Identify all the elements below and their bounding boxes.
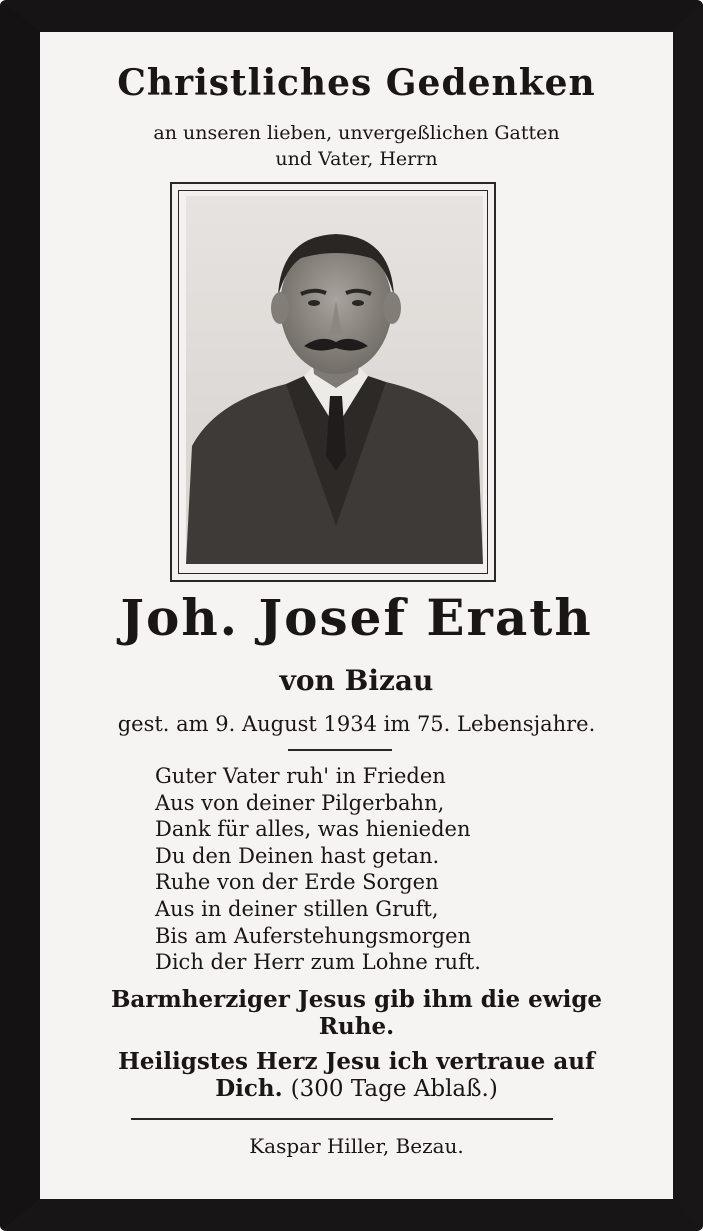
long-divider xyxy=(131,1118,553,1120)
prayer-sacred-heart-line-1: Heiligstes Herz Jesu ich vertraue auf xyxy=(118,1048,595,1075)
prayer-mercy xyxy=(40,986,673,1040)
death-line: gest. am 9. August 1934 im 75. Lebensjahre. xyxy=(117,712,596,736)
poem-line: Bis am Auferstehungsmorgen xyxy=(155,923,472,948)
prayer-mercy-line-1: Barmherziger Jesus gib ihm die ewige xyxy=(110,986,603,1013)
prayer-sacred-heart-word: Dich. xyxy=(215,1075,283,1102)
poem-line: Guter Vater ruh' in Frieden xyxy=(155,764,446,788)
prayer-sacred-heart xyxy=(40,1048,673,1103)
poem-line: Aus in deiner stillen Gruft, xyxy=(155,896,439,921)
printer-imprint: Kaspar Hiller, Bezau. xyxy=(249,1134,464,1158)
poem-line: Du den Deinen hast getan. xyxy=(155,843,440,868)
poem-line: Aus von deiner Pilgerbahn, xyxy=(155,790,445,815)
short-divider xyxy=(288,749,392,751)
subtitle-line-1: an unseren lieben, unvergeßlichen Gatten xyxy=(153,122,560,144)
portrait-photo xyxy=(186,196,483,564)
prayer-mercy-line-2: Ruhe. xyxy=(318,1013,395,1040)
deceased-name: Joh. Josef Erath xyxy=(120,588,593,647)
poem-line: Dank für alles, was hienieden xyxy=(155,817,471,842)
subtitle-line-2: und Vater, Herrn xyxy=(275,148,438,170)
poem xyxy=(155,763,575,976)
poem-line: Dich der Herr zum Lohne ruft. xyxy=(155,950,481,975)
poem-line: Ruhe von der Erde Sorgen xyxy=(155,870,439,895)
card-title: Christliches Gedenken xyxy=(117,62,596,104)
indulgence-note: (300 Tage Ablaß.) xyxy=(290,1076,498,1102)
deceased-origin: von Bizau xyxy=(279,664,434,697)
prayer-sacred-heart-line-2 xyxy=(40,1075,673,1103)
